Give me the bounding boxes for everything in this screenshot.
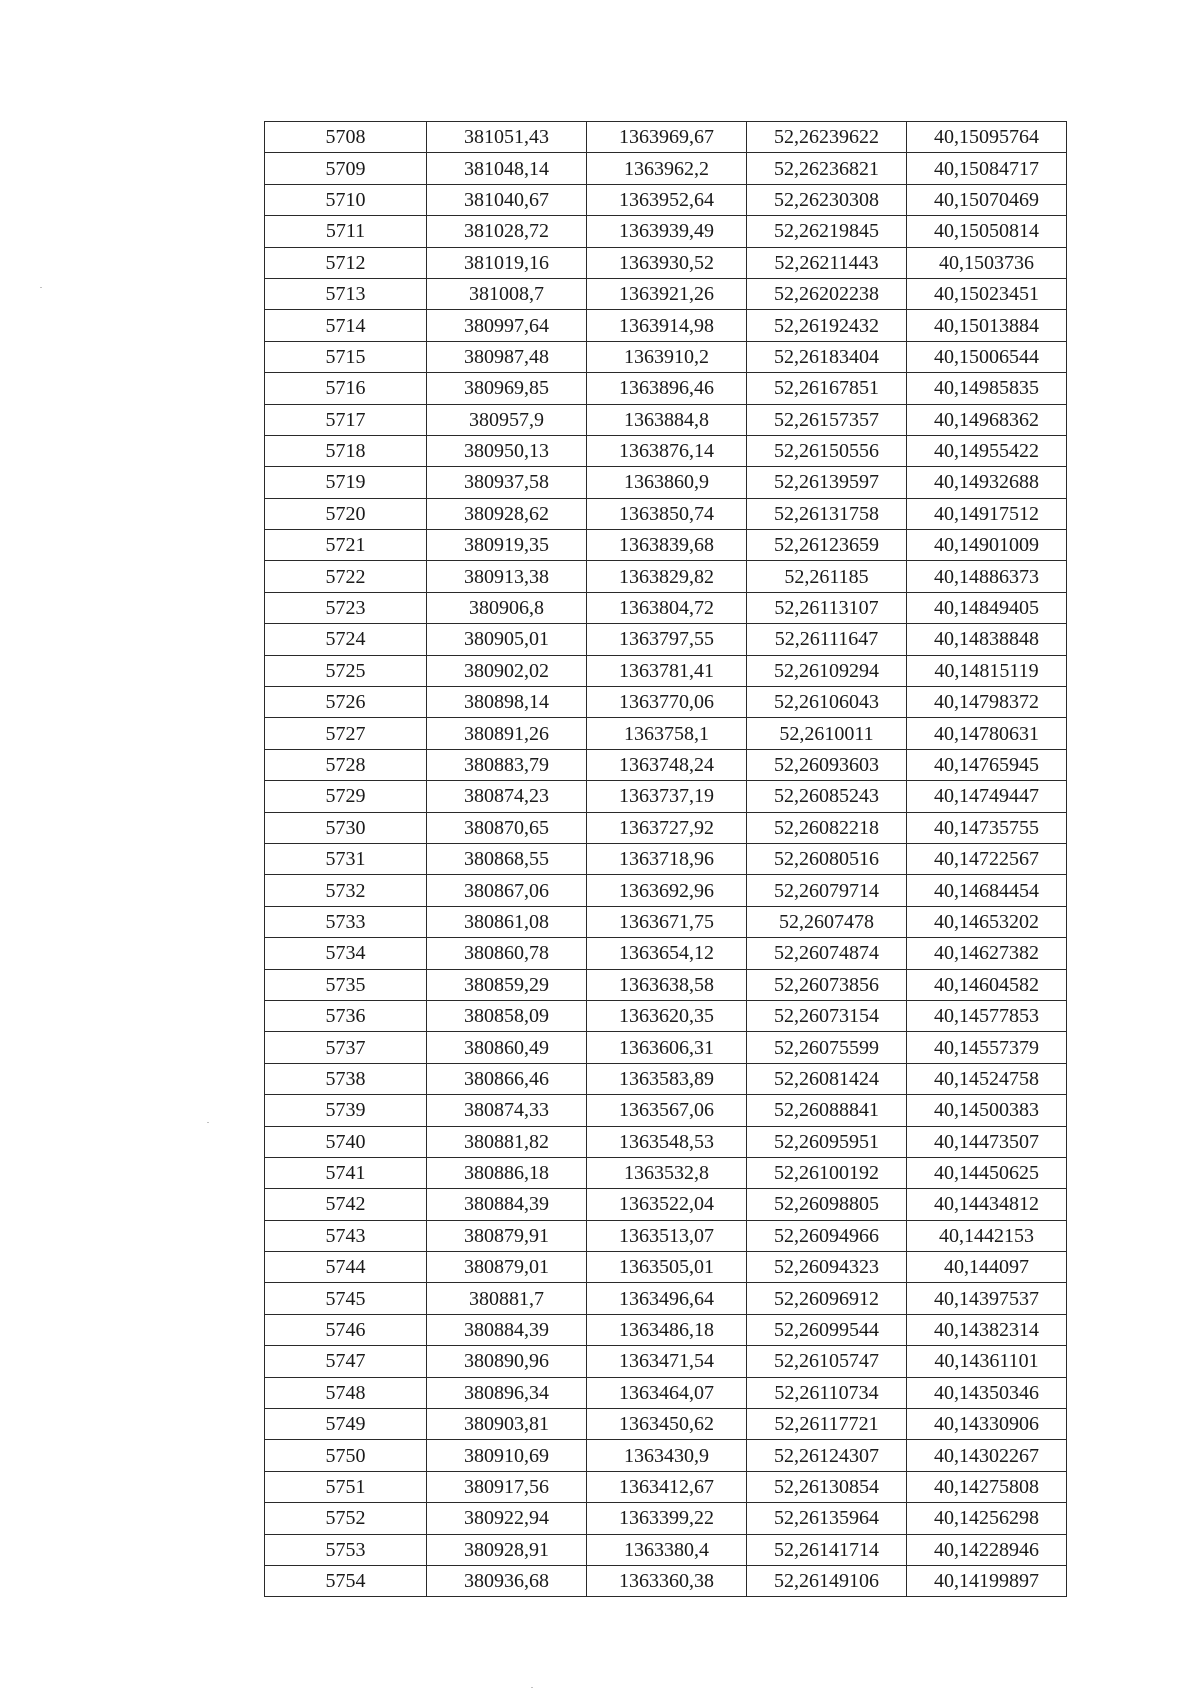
latitude-cell: 52,26141714 [747,1534,907,1565]
longitude-cell: 40,14361101 [907,1346,1067,1377]
table-row [265,184,1067,215]
point-number-cell: 5726 [265,687,427,718]
y-coordinate-cell: 1363380,4 [587,1534,747,1565]
point-number-cell: 5722 [265,561,427,592]
longitude-cell: 40,14199897 [907,1565,1067,1596]
longitude-cell: 40,14985835 [907,373,1067,404]
longitude-cell: 40,14653202 [907,906,1067,937]
y-coordinate-cell: 1363910,2 [587,341,747,372]
table-row [265,341,1067,372]
y-coordinate-cell: 1363952,64 [587,184,747,215]
y-coordinate-cell: 1363921,26 [587,278,747,309]
point-number-cell: 5750 [265,1440,427,1471]
point-number-cell: 5738 [265,1063,427,1094]
x-coordinate-cell: 380906,8 [427,592,587,623]
point-number-cell: 5739 [265,1095,427,1126]
y-coordinate-cell: 1363884,8 [587,404,747,435]
y-coordinate-cell: 1363464,07 [587,1377,747,1408]
point-number-cell: 5716 [265,373,427,404]
table-row [265,373,1067,404]
longitude-cell: 40,14917512 [907,498,1067,529]
point-number-cell: 5741 [265,1157,427,1188]
longitude-cell: 40,14849405 [907,592,1067,623]
longitude-cell: 40,14798372 [907,687,1067,718]
x-coordinate-cell: 380898,14 [427,687,587,718]
latitude-cell: 52,26130854 [747,1471,907,1502]
latitude-cell: 52,26167851 [747,373,907,404]
point-number-cell: 5754 [265,1565,427,1596]
point-number-cell: 5708 [265,122,427,153]
y-coordinate-cell: 1363804,72 [587,592,747,623]
x-coordinate-cell: 380881,7 [427,1283,587,1314]
latitude-cell: 52,26106043 [747,687,907,718]
point-number-cell: 5728 [265,749,427,780]
table-row [265,122,1067,153]
point-number-cell: 5742 [265,1189,427,1220]
longitude-cell: 40,14684454 [907,875,1067,906]
latitude-cell: 52,26074874 [747,938,907,969]
longitude-cell: 40,14330906 [907,1409,1067,1440]
y-coordinate-cell: 1363758,1 [587,718,747,749]
x-coordinate-cell: 380969,85 [427,373,587,404]
latitude-cell: 52,26095951 [747,1126,907,1157]
table-row [265,498,1067,529]
longitude-cell: 40,14886373 [907,561,1067,592]
table-row [265,1314,1067,1345]
table-row [265,687,1067,718]
point-number-cell: 5743 [265,1220,427,1251]
table-row [265,530,1067,561]
point-number-cell: 5751 [265,1471,427,1502]
x-coordinate-cell: 380902,02 [427,655,587,686]
point-number-cell: 5733 [265,906,427,937]
longitude-cell: 40,15050814 [907,216,1067,247]
longitude-cell: 40,15006544 [907,341,1067,372]
x-coordinate-cell: 380950,13 [427,435,587,466]
point-number-cell: 5732 [265,875,427,906]
x-coordinate-cell: 380860,78 [427,938,587,969]
table-row [265,1409,1067,1440]
table-row [265,278,1067,309]
latitude-cell: 52,26219845 [747,216,907,247]
latitude-cell: 52,26073154 [747,1000,907,1031]
table-row [265,1565,1067,1596]
longitude-cell: 40,144097 [907,1252,1067,1283]
y-coordinate-cell: 1363914,98 [587,310,747,341]
point-number-cell: 5718 [265,435,427,466]
latitude-cell: 52,26098805 [747,1189,907,1220]
x-coordinate-cell: 381008,7 [427,278,587,309]
x-coordinate-cell: 380886,18 [427,1157,587,1188]
point-number-cell: 5735 [265,969,427,1000]
x-coordinate-cell: 380903,81 [427,1409,587,1440]
y-coordinate-cell: 1363450,62 [587,1409,747,1440]
latitude-cell: 52,26105747 [747,1346,907,1377]
y-coordinate-cell: 1363930,52 [587,247,747,278]
point-number-cell: 5729 [265,781,427,812]
y-coordinate-cell: 1363671,75 [587,906,747,937]
y-coordinate-cell: 1363860,9 [587,467,747,498]
table-row [265,1534,1067,1565]
x-coordinate-cell: 380913,38 [427,561,587,592]
latitude-cell: 52,26081424 [747,1063,907,1094]
longitude-cell: 40,15013884 [907,310,1067,341]
point-number-cell: 5730 [265,812,427,843]
point-number-cell: 5734 [265,938,427,969]
longitude-cell: 40,14256298 [907,1503,1067,1534]
latitude-cell: 52,26093603 [747,749,907,780]
y-coordinate-cell: 1363737,19 [587,781,747,812]
latitude-cell: 52,26183404 [747,341,907,372]
x-coordinate-cell: 380890,96 [427,1346,587,1377]
latitude-cell: 52,26150556 [747,435,907,466]
scan-speck [40,287,42,288]
latitude-cell: 52,26123659 [747,530,907,561]
y-coordinate-cell: 1363412,67 [587,1471,747,1502]
latitude-cell: 52,2610011 [747,718,907,749]
y-coordinate-cell: 1363532,8 [587,1157,747,1188]
latitude-cell: 52,26157357 [747,404,907,435]
x-coordinate-cell: 380917,56 [427,1471,587,1502]
x-coordinate-cell: 380868,55 [427,843,587,874]
x-coordinate-cell: 380866,46 [427,1063,587,1094]
table-row [265,1220,1067,1251]
table-row [265,1377,1067,1408]
x-coordinate-cell: 380936,68 [427,1565,587,1596]
x-coordinate-cell: 381019,16 [427,247,587,278]
longitude-cell: 40,14932688 [907,467,1067,498]
x-coordinate-cell: 380910,69 [427,1440,587,1471]
latitude-cell: 52,26139597 [747,467,907,498]
latitude-cell: 52,26131758 [747,498,907,529]
longitude-cell: 40,14955422 [907,435,1067,466]
table-row [265,875,1067,906]
table-row [265,1283,1067,1314]
point-number-cell: 5744 [265,1252,427,1283]
y-coordinate-cell: 1363692,96 [587,875,747,906]
latitude-cell: 52,26079714 [747,875,907,906]
y-coordinate-cell: 1363606,31 [587,1032,747,1063]
table-row [265,467,1067,498]
longitude-cell: 40,14838848 [907,624,1067,655]
point-number-cell: 5711 [265,216,427,247]
x-coordinate-cell: 380884,39 [427,1189,587,1220]
coordinates-table-body [265,122,1067,1597]
longitude-cell: 40,14350346 [907,1377,1067,1408]
coordinates-table [264,121,1067,1597]
y-coordinate-cell: 1363430,9 [587,1440,747,1471]
y-coordinate-cell: 1363654,12 [587,938,747,969]
point-number-cell: 5715 [265,341,427,372]
latitude-cell: 52,26075599 [747,1032,907,1063]
longitude-cell: 40,14722567 [907,843,1067,874]
y-coordinate-cell: 1363797,55 [587,624,747,655]
table-row [265,1440,1067,1471]
longitude-cell: 40,14968362 [907,404,1067,435]
latitude-cell: 52,26073856 [747,969,907,1000]
longitude-cell: 40,14901009 [907,530,1067,561]
x-coordinate-cell: 380870,65 [427,812,587,843]
x-coordinate-cell: 381040,67 [427,184,587,215]
table-row [265,969,1067,1000]
latitude-cell: 52,26236821 [747,153,907,184]
longitude-cell: 40,14524758 [907,1063,1067,1094]
latitude-cell: 52,26094966 [747,1220,907,1251]
y-coordinate-cell: 1363896,46 [587,373,747,404]
y-coordinate-cell: 1363748,24 [587,749,747,780]
table-row [265,247,1067,278]
latitude-cell: 52,26230308 [747,184,907,215]
latitude-cell: 52,26239622 [747,122,907,153]
x-coordinate-cell: 380883,79 [427,749,587,780]
latitude-cell: 52,26082218 [747,812,907,843]
y-coordinate-cell: 1363939,49 [587,216,747,247]
latitude-cell: 52,26135964 [747,1503,907,1534]
table-row [265,561,1067,592]
longitude-cell: 40,15070469 [907,184,1067,215]
table-row [265,310,1067,341]
table-row [265,718,1067,749]
latitude-cell: 52,26202238 [747,278,907,309]
x-coordinate-cell: 380860,49 [427,1032,587,1063]
longitude-cell: 40,14382314 [907,1314,1067,1345]
point-number-cell: 5737 [265,1032,427,1063]
x-coordinate-cell: 380905,01 [427,624,587,655]
y-coordinate-cell: 1363781,41 [587,655,747,686]
x-coordinate-cell: 380957,9 [427,404,587,435]
point-number-cell: 5745 [265,1283,427,1314]
table-row [265,1471,1067,1502]
x-coordinate-cell: 380987,48 [427,341,587,372]
y-coordinate-cell: 1363876,14 [587,435,747,466]
longitude-cell: 40,14815119 [907,655,1067,686]
x-coordinate-cell: 380928,62 [427,498,587,529]
point-number-cell: 5713 [265,278,427,309]
y-coordinate-cell: 1363486,18 [587,1314,747,1345]
point-number-cell: 5720 [265,498,427,529]
point-number-cell: 5725 [265,655,427,686]
y-coordinate-cell: 1363548,53 [587,1126,747,1157]
point-number-cell: 5709 [265,153,427,184]
x-coordinate-cell: 380919,35 [427,530,587,561]
point-number-cell: 5752 [265,1503,427,1534]
latitude-cell: 52,26113107 [747,592,907,623]
longitude-cell: 40,14302267 [907,1440,1067,1471]
table-row [265,1503,1067,1534]
latitude-cell: 52,26085243 [747,781,907,812]
table-row [265,1000,1067,1031]
point-number-cell: 5748 [265,1377,427,1408]
y-coordinate-cell: 1363850,74 [587,498,747,529]
x-coordinate-cell: 380937,58 [427,467,587,498]
x-coordinate-cell: 380928,91 [427,1534,587,1565]
latitude-cell: 52,26088841 [747,1095,907,1126]
longitude-cell: 40,14735755 [907,812,1067,843]
longitude-cell: 40,14557379 [907,1032,1067,1063]
point-number-cell: 5727 [265,718,427,749]
table-row [265,624,1067,655]
point-number-cell: 5740 [265,1126,427,1157]
latitude-cell: 52,26094323 [747,1252,907,1283]
x-coordinate-cell: 380884,39 [427,1314,587,1345]
point-number-cell: 5712 [265,247,427,278]
y-coordinate-cell: 1363620,35 [587,1000,747,1031]
x-coordinate-cell: 380997,64 [427,310,587,341]
longitude-cell: 40,14604582 [907,969,1067,1000]
y-coordinate-cell: 1363522,04 [587,1189,747,1220]
table-row [265,749,1067,780]
table-row [265,435,1067,466]
table-row [265,1126,1067,1157]
longitude-cell: 40,1442153 [907,1220,1067,1251]
table-row [265,843,1067,874]
table-row [265,812,1067,843]
x-coordinate-cell: 380859,29 [427,969,587,1000]
point-number-cell: 5714 [265,310,427,341]
table-row [265,1189,1067,1220]
y-coordinate-cell: 1363718,96 [587,843,747,874]
y-coordinate-cell: 1363399,22 [587,1503,747,1534]
x-coordinate-cell: 381051,43 [427,122,587,153]
latitude-cell: 52,26096912 [747,1283,907,1314]
scan-speck [531,1687,533,1688]
x-coordinate-cell: 380881,82 [427,1126,587,1157]
longitude-cell: 40,15023451 [907,278,1067,309]
latitude-cell: 52,261185 [747,561,907,592]
latitude-cell: 52,26211443 [747,247,907,278]
latitude-cell: 52,26117721 [747,1409,907,1440]
point-number-cell: 5721 [265,530,427,561]
y-coordinate-cell: 1363567,06 [587,1095,747,1126]
y-coordinate-cell: 1363505,01 [587,1252,747,1283]
latitude-cell: 52,26110734 [747,1377,907,1408]
table-row [265,906,1067,937]
table-row [265,153,1067,184]
longitude-cell: 40,14749447 [907,781,1067,812]
y-coordinate-cell: 1363638,58 [587,969,747,1000]
table-row [265,592,1067,623]
table-row [265,216,1067,247]
longitude-cell: 40,14500383 [907,1095,1067,1126]
table-row [265,938,1067,969]
table-row [265,404,1067,435]
table-row [265,1346,1067,1377]
point-number-cell: 5724 [265,624,427,655]
x-coordinate-cell: 380861,08 [427,906,587,937]
table-row [265,1095,1067,1126]
longitude-cell: 40,14473507 [907,1126,1067,1157]
y-coordinate-cell: 1363839,68 [587,530,747,561]
table-row [265,1032,1067,1063]
table-row [265,655,1067,686]
point-number-cell: 5747 [265,1346,427,1377]
point-number-cell: 5749 [265,1409,427,1440]
longitude-cell: 40,14397537 [907,1283,1067,1314]
x-coordinate-cell: 380879,91 [427,1220,587,1251]
x-coordinate-cell: 380867,06 [427,875,587,906]
latitude-cell: 52,26149106 [747,1565,907,1596]
x-coordinate-cell: 380874,23 [427,781,587,812]
longitude-cell: 40,14627382 [907,938,1067,969]
x-coordinate-cell: 380896,34 [427,1377,587,1408]
y-coordinate-cell: 1363583,89 [587,1063,747,1094]
point-number-cell: 5746 [265,1314,427,1345]
latitude-cell: 52,26111647 [747,624,907,655]
longitude-cell: 40,14275808 [907,1471,1067,1502]
longitude-cell: 40,14780631 [907,718,1067,749]
longitude-cell: 40,14228946 [907,1534,1067,1565]
y-coordinate-cell: 1363969,67 [587,122,747,153]
point-number-cell: 5717 [265,404,427,435]
latitude-cell: 52,26100192 [747,1157,907,1188]
y-coordinate-cell: 1363962,2 [587,153,747,184]
table-row [265,781,1067,812]
y-coordinate-cell: 1363471,54 [587,1346,747,1377]
x-coordinate-cell: 380879,01 [427,1252,587,1283]
longitude-cell: 40,15095764 [907,122,1067,153]
longitude-cell: 40,1503736 [907,247,1067,278]
x-coordinate-cell: 381048,14 [427,153,587,184]
scan-speck [207,1122,209,1123]
latitude-cell: 52,26099544 [747,1314,907,1345]
y-coordinate-cell: 1363513,07 [587,1220,747,1251]
point-number-cell: 5731 [265,843,427,874]
y-coordinate-cell: 1363727,92 [587,812,747,843]
x-coordinate-cell: 380858,09 [427,1000,587,1031]
latitude-cell: 52,2607478 [747,906,907,937]
table-row [265,1252,1067,1283]
y-coordinate-cell: 1363360,38 [587,1565,747,1596]
point-number-cell: 5710 [265,184,427,215]
longitude-cell: 40,14434812 [907,1189,1067,1220]
point-number-cell: 5736 [265,1000,427,1031]
y-coordinate-cell: 1363829,82 [587,561,747,592]
longitude-cell: 40,15084717 [907,153,1067,184]
x-coordinate-cell: 380874,33 [427,1095,587,1126]
x-coordinate-cell: 380891,26 [427,718,587,749]
point-number-cell: 5753 [265,1534,427,1565]
point-number-cell: 5719 [265,467,427,498]
latitude-cell: 52,26080516 [747,843,907,874]
point-number-cell: 5723 [265,592,427,623]
longitude-cell: 40,14450625 [907,1157,1067,1188]
x-coordinate-cell: 380922,94 [427,1503,587,1534]
latitude-cell: 52,26192432 [747,310,907,341]
table-row [265,1063,1067,1094]
latitude-cell: 52,26109294 [747,655,907,686]
longitude-cell: 40,14765945 [907,749,1067,780]
table-row [265,1157,1067,1188]
longitude-cell: 40,14577853 [907,1000,1067,1031]
y-coordinate-cell: 1363770,06 [587,687,747,718]
y-coordinate-cell: 1363496,64 [587,1283,747,1314]
latitude-cell: 52,26124307 [747,1440,907,1471]
x-coordinate-cell: 381028,72 [427,216,587,247]
